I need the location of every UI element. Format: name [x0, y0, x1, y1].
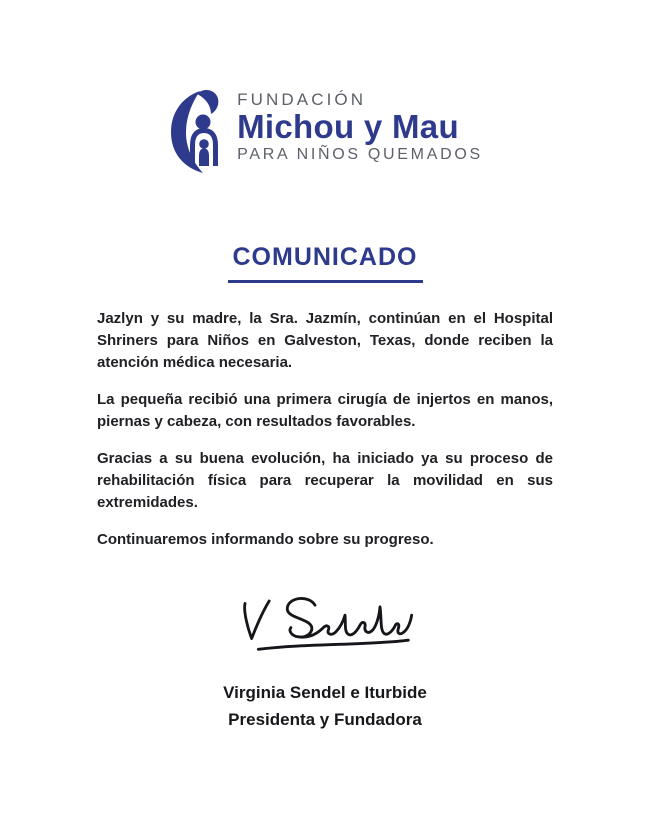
- heading-underline: [228, 280, 423, 283]
- page-title: COMUNICADO: [232, 243, 418, 271]
- signatory-name: Virginia Sendel e Iturbide: [223, 683, 427, 702]
- body-paragraph-2: La pequeña recibió una primera cirugía de injertos en manos, piernas y cabeza, con resultados favorables.: [97, 391, 553, 430]
- body-paragraph-3: Gracias a su buena evolución, ha iniciado ya su proceso de rehabilitación física para recuperar la movilidad en sus extremidades.: [97, 450, 553, 511]
- logo-org-name: Michou y Mau: [237, 108, 459, 145]
- communique-body: [97, 308, 553, 551]
- logo-wordmark: [237, 88, 483, 164]
- body-paragraph-1: Jazlyn y su madre, la Sra. Jazmín, continúan en el Hospital Shriners para Niños en Galveston, Texas, donde reciben la atención médica necesaria.: [97, 310, 553, 371]
- signatory-block: [0, 679, 650, 733]
- signatory-title: Presidenta y Fundadora: [228, 710, 422, 729]
- communique-heading: [0, 244, 650, 283]
- body-paragraph-4: Continuaremos informando sobre su progreso.: [97, 531, 434, 548]
- logo-bottom-line: PARA NIÑOS QUEMADOS: [237, 146, 483, 163]
- logo-top-line: FUNDACIÓN: [237, 90, 367, 109]
- foundation-logo: [0, 88, 650, 174]
- handwritten-signature: [0, 591, 650, 661]
- mother-child-icon: [167, 88, 231, 174]
